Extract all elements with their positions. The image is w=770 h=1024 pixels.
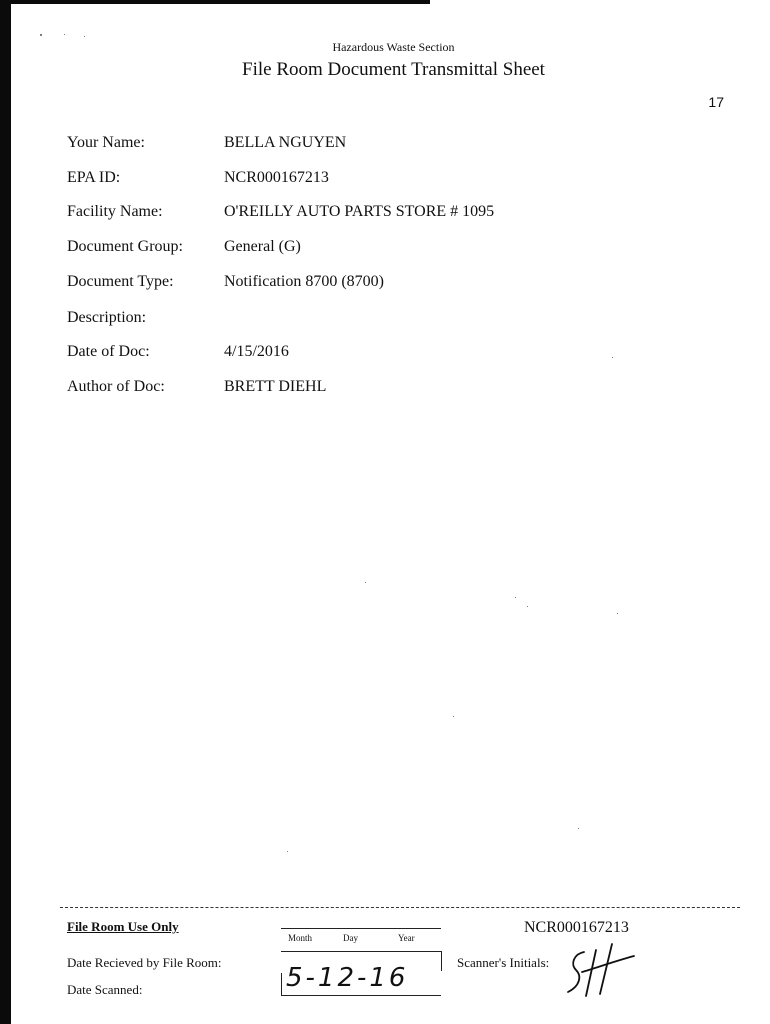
- field-value: General (G): [224, 238, 301, 255]
- field-label: Date of Doc:: [67, 343, 150, 360]
- scan-speck: [612, 357, 613, 358]
- scan-speck: [365, 582, 366, 583]
- box-line: [281, 973, 282, 995]
- field-label: Your Name:: [67, 134, 145, 151]
- date-scanned-label: Date Scanned:: [67, 982, 143, 997]
- signature-initials: [560, 940, 640, 1005]
- month-column-label: Month: [288, 933, 313, 943]
- box-line: [281, 995, 441, 996]
- field-value: O'REILLY AUTO PARTS STORE # 1095: [224, 203, 495, 220]
- field-value: NCR000167213: [224, 169, 329, 186]
- field-value: BRETT DIEHL: [224, 378, 327, 395]
- field-value: BELLA NGUYEN: [224, 134, 347, 151]
- date-received-label: Date Recieved by File Room:: [67, 955, 222, 970]
- day-column-label: Day: [343, 933, 358, 943]
- scanner-initials-label: Scanner's Initials:: [457, 955, 550, 970]
- scan-left-edge: [0, 0, 11, 1024]
- box-line: [281, 928, 441, 929]
- footer-epa-id: NCR000167213: [524, 919, 629, 936]
- scan-speck: [453, 716, 454, 717]
- page-number: 17: [708, 94, 724, 110]
- box-line: [441, 951, 442, 971]
- box-line: [281, 951, 441, 952]
- scan-speck: [515, 597, 516, 598]
- scan-speck: [617, 613, 618, 614]
- field-value: 4/15/2016: [224, 343, 289, 360]
- signature-icon: [560, 940, 640, 1000]
- scan-speck: [84, 36, 85, 37]
- scan-speck: [64, 34, 65, 35]
- scan-speck: [40, 34, 42, 36]
- section-title: Hazardous Waste Section: [332, 40, 455, 54]
- scan-top-edge: [0, 0, 430, 4]
- field-label: Facility Name:: [67, 203, 163, 220]
- field-label: Description:: [67, 309, 147, 326]
- file-room-use-heading: File Room Use Only: [67, 919, 179, 934]
- cut-line: [60, 907, 740, 908]
- year-column-label: Year: [398, 933, 415, 943]
- field-label: Document Type:: [67, 273, 174, 290]
- field-label: Author of Doc:: [67, 378, 165, 395]
- field-label: Document Group:: [67, 238, 183, 255]
- field-label: EPA ID:: [67, 169, 121, 186]
- scan-speck: [527, 606, 528, 607]
- scan-speck: [578, 828, 579, 829]
- field-value: Notification 8700 (8700): [224, 273, 384, 290]
- handwritten-date: 5-12-16: [286, 963, 409, 993]
- scan-speck: [287, 851, 288, 852]
- document-title: File Room Document Transmittal Sheet: [242, 59, 545, 80]
